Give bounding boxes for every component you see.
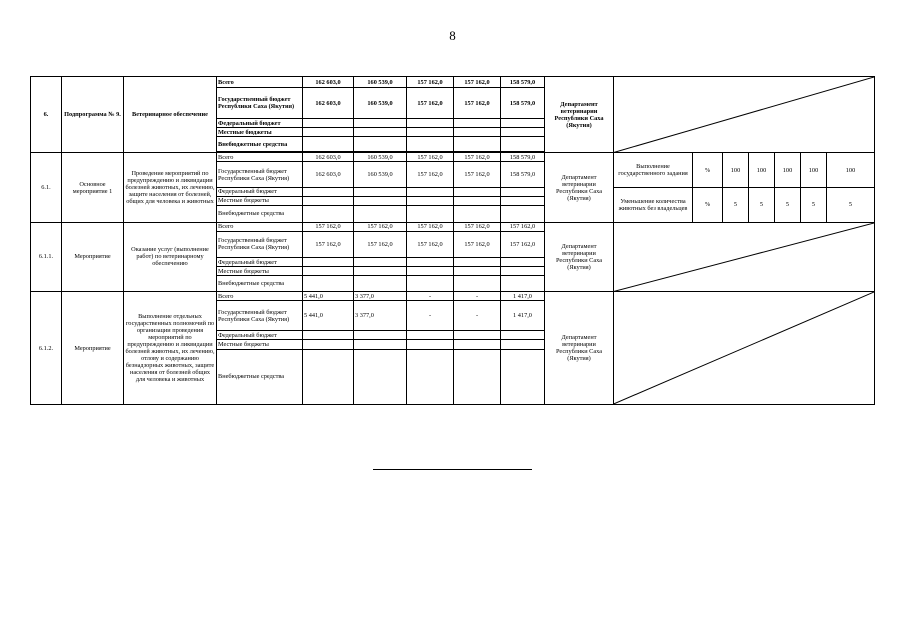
row-number: 6.1.2.: [31, 292, 62, 405]
row-number: 6.: [31, 77, 62, 153]
indicator-value: 5: [723, 187, 749, 222]
value-cell: 158 579,0: [501, 88, 545, 119]
indicator-value: 100: [827, 153, 875, 187]
value-cell: 157 162,0: [454, 162, 501, 187]
value-cell: 1 417,0: [501, 301, 545, 331]
source-label: Государственный бюджет Республики Саха (Якутия): [217, 162, 303, 187]
empty-diagonal-cell: [614, 292, 875, 405]
value-cell: 162 603,0: [303, 77, 354, 88]
table-row: [31, 292, 875, 301]
value-cell: 160 539,0: [354, 77, 407, 88]
value-cell: 157 162,0: [354, 231, 407, 257]
value-cell: 157 162,0: [407, 153, 454, 162]
indicator-value: 5: [801, 187, 827, 222]
executor-cell: Департамент ветеринарии Республики Саха (Якутия): [545, 222, 614, 291]
value-cell: 160 539,0: [354, 88, 407, 119]
footer-separator-line: [373, 469, 532, 470]
source-label: Внебюджетные средства: [217, 205, 303, 222]
table-row: [31, 153, 875, 162]
row-number: 6.1.: [31, 153, 62, 222]
source-label: Местные бюджеты: [217, 340, 303, 349]
source-label: Всего: [217, 153, 303, 162]
indicator-value: 100: [723, 153, 749, 187]
source-label: Федеральный бюджет: [217, 119, 303, 128]
source-label: Федеральный бюджет: [217, 187, 303, 196]
value-cell: 160 539,0: [354, 162, 407, 187]
indicator-value: 100: [775, 153, 801, 187]
value-cell: 162 603,0: [303, 88, 354, 119]
row-number: 6.1.1.: [31, 222, 62, 291]
empty-diagonal-cell: [614, 77, 875, 153]
value-cell: 157 162,0: [354, 222, 407, 231]
indicator-unit: %: [693, 187, 723, 222]
indicator-name: Выполнение государственного задания: [614, 153, 693, 187]
value-cell: -: [407, 301, 454, 331]
value-cell: 157 162,0: [454, 153, 501, 162]
source-label: Федеральный бюджет: [217, 258, 303, 267]
row-name: Подпрограмма № 9.: [62, 77, 124, 153]
value-cell: -: [407, 292, 454, 301]
indicator-value: 5: [775, 187, 801, 222]
source-label: Государственный бюджет Республики Саха (Якутия): [217, 301, 303, 331]
value-cell: 157 162,0: [454, 222, 501, 231]
value-cell: 3 377,0: [354, 292, 407, 301]
value-cell: 158 579,0: [501, 162, 545, 187]
page-number: 8: [449, 28, 456, 43]
table-row: [31, 77, 875, 88]
value-cell: 157 162,0: [501, 231, 545, 257]
table-row: [31, 222, 875, 231]
indicator-unit: %: [693, 153, 723, 187]
indicator-value: 100: [749, 153, 775, 187]
value-cell: 157 162,0: [407, 162, 454, 187]
value-cell: 5 441,0: [303, 301, 354, 331]
value-cell: 157 162,0: [407, 88, 454, 119]
source-label: Государственный бюджет Республики Саха (Якутия): [217, 88, 303, 119]
indicator-value: 5: [827, 187, 875, 222]
value-cell: 158 579,0: [501, 153, 545, 162]
value-cell: 157 162,0: [407, 231, 454, 257]
row-title: Оказание услуг (выполнение работ) по ветеринарному обеспечению: [124, 222, 217, 291]
source-label: Всего: [217, 222, 303, 231]
indicator-value: 5: [749, 187, 775, 222]
executor-cell: Департамент ветеринарии Республики Саха (Якутия): [545, 77, 614, 153]
row-name: Мероприятие: [62, 292, 124, 405]
value-cell: 157 162,0: [454, 88, 501, 119]
empty-diagonal-cell: [614, 222, 875, 291]
value-cell: 158 579,0: [501, 77, 545, 88]
source-label: Внебюджетные средства: [217, 349, 303, 405]
value-cell: 162 603,0: [303, 162, 354, 187]
row-name: Мероприятие: [62, 222, 124, 291]
indicator-value: 100: [801, 153, 827, 187]
value-cell: 3 377,0: [354, 301, 407, 331]
executor-cell: Департамент ветеринарии Республики Саха (Якутия): [545, 153, 614, 222]
value-cell: 162 603,0: [303, 153, 354, 162]
executor-cell: Департамент ветеринарии Республики Саха (Якутия): [545, 292, 614, 405]
source-label: Местные бюджеты: [217, 267, 303, 276]
row-name: Основное мероприятие 1: [62, 153, 124, 222]
row-title: Ветеринарное обеспечение: [124, 77, 217, 153]
value-cell: 157 162,0: [501, 222, 545, 231]
source-label: Внебюджетные средства: [217, 137, 303, 152]
value-cell: -: [454, 301, 501, 331]
value-cell: 5 441,0: [303, 292, 354, 301]
source-label: Внебюджетные средства: [217, 276, 303, 292]
value-cell: -: [454, 292, 501, 301]
row-title: Выполнение отдельных государственных полномочий по организации проведения мероприятий по предупреждению и ликвидации болезней животных, их лечению, отлову и содержанию безнадзорных животных, защите населения от болезней общих для человека и животных: [124, 292, 217, 405]
source-label: Федеральный бюджет: [217, 331, 303, 340]
program-table: [30, 76, 875, 405]
row-title: Проведение мероприятий по предупреждению и ликвидации болезней животных, их лечению, защите населения от болезней, общих для человека и животных: [124, 153, 217, 222]
value-cell: 157 162,0: [407, 77, 454, 88]
value-cell: 157 162,0: [303, 231, 354, 257]
value-cell: 1 417,0: [501, 292, 545, 301]
source-label: Местные бюджеты: [217, 128, 303, 137]
value-cell: 157 162,0: [454, 77, 501, 88]
indicator-name: Уменьшение количества животных без владельцев: [614, 187, 693, 222]
source-label: Государственный бюджет Республики Саха (Якутия): [217, 231, 303, 257]
source-label: Всего: [217, 77, 303, 88]
source-label: Местные бюджеты: [217, 196, 303, 205]
source-label: Всего: [217, 292, 303, 301]
value-cell: 160 539,0: [354, 153, 407, 162]
value-cell: 157 162,0: [454, 231, 501, 257]
value-cell: 157 162,0: [407, 222, 454, 231]
value-cell: 157 162,0: [303, 222, 354, 231]
